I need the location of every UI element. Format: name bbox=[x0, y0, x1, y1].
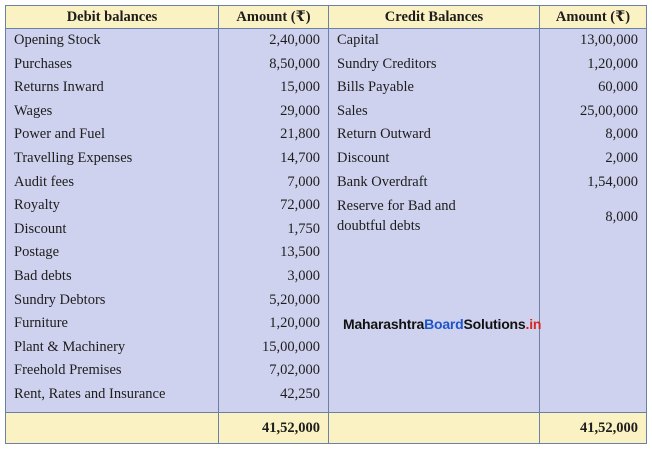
debit-amount: 1,750 bbox=[287, 220, 320, 237]
body-row bbox=[6, 29, 647, 413]
debit-amount: 13,500 bbox=[280, 244, 320, 261]
debit-amount: 29,000 bbox=[280, 102, 320, 119]
credit-amount: 25,00,000 bbox=[580, 102, 638, 119]
credit-amount-header: Amount (₹) bbox=[540, 6, 647, 29]
credit-amounts-cell bbox=[540, 29, 647, 413]
debit-amount: 1,20,000 bbox=[269, 315, 320, 332]
credit-amount: 8,000 bbox=[605, 209, 638, 226]
debit-header: Debit balances bbox=[6, 6, 219, 29]
debit-label: Purchases bbox=[14, 55, 72, 72]
debit-amount: 8,50,000 bbox=[269, 55, 320, 72]
credit-label: Sundry Creditors bbox=[337, 55, 437, 72]
debit-label: Opening Stock bbox=[14, 32, 101, 48]
debit-amount: 3,000 bbox=[287, 267, 320, 284]
credit-amount: 13,00,000 bbox=[580, 32, 638, 48]
credit-label: Return Outward bbox=[337, 126, 431, 143]
debit-label: Royalty bbox=[14, 197, 60, 214]
debit-label: Audit fees bbox=[14, 173, 74, 190]
debit-label: Power and Fuel bbox=[14, 126, 106, 143]
credit-label: Capital bbox=[337, 32, 379, 48]
debit-amount: 15,00,000 bbox=[262, 338, 320, 355]
debit-label: Postage bbox=[14, 244, 60, 261]
header-row bbox=[6, 6, 647, 29]
totals-row bbox=[6, 413, 647, 444]
debit-amount: 72,000 bbox=[280, 197, 320, 214]
credit-amount: 8,000 bbox=[605, 126, 638, 143]
credit-label: Sales bbox=[337, 102, 368, 119]
credit-amount: 60,000 bbox=[598, 79, 638, 96]
watermark-part: .in bbox=[525, 316, 542, 332]
debit-amount: 15,000 bbox=[280, 79, 320, 96]
credit-amount: 1,54,000 bbox=[587, 173, 638, 190]
watermark-part: Maharashtra bbox=[343, 316, 425, 332]
trial-balance-table bbox=[5, 5, 647, 444]
debit-label: Furniture bbox=[14, 315, 68, 332]
credit-amount: 2,000 bbox=[605, 149, 638, 166]
credit-total-label bbox=[329, 413, 540, 444]
debit-label: Bad debts bbox=[14, 267, 72, 284]
credit-amount: 1,20,000 bbox=[587, 55, 638, 72]
credit-label: Discount bbox=[337, 149, 390, 166]
debit-label: Discount bbox=[14, 220, 67, 237]
debit-amount-header: Amount (₹) bbox=[219, 6, 329, 29]
credit-labels-cell bbox=[329, 29, 540, 413]
credit-header: Credit Balances bbox=[329, 6, 540, 29]
debit-total-label bbox=[6, 413, 219, 444]
debit-label: Travelling Expenses bbox=[14, 149, 133, 166]
debit-labels-cell bbox=[6, 29, 219, 413]
credit-label: Bank Overdraft bbox=[337, 173, 428, 190]
debit-label: Plant & Machinery bbox=[14, 338, 126, 355]
credit-total: 41,52,000 bbox=[540, 413, 647, 444]
debit-label: Returns Inward bbox=[14, 79, 104, 96]
debit-amount: 42,250 bbox=[280, 385, 320, 402]
debit-amounts-cell bbox=[219, 29, 329, 413]
credit-label: Reserve for Bad and doubtful debts bbox=[337, 198, 456, 235]
debit-label: Rent, Rates and Insurance bbox=[14, 385, 166, 402]
watermark-part: Board bbox=[424, 316, 464, 332]
debit-amount: 7,02,000 bbox=[269, 362, 320, 379]
debit-amount: 14,700 bbox=[280, 149, 320, 166]
debit-label: Wages bbox=[14, 102, 53, 119]
watermark-part: Solutions bbox=[463, 316, 526, 332]
debit-total: 41,52,000 bbox=[219, 413, 329, 444]
debit-amount: 2,40,000 bbox=[269, 32, 320, 48]
credit-label: Bills Payable bbox=[337, 79, 414, 96]
debit-amount: 21,800 bbox=[280, 126, 320, 143]
debit-amount: 5,20,000 bbox=[269, 291, 320, 308]
debit-label: Freehold Premises bbox=[14, 362, 122, 379]
watermark-logo bbox=[343, 316, 541, 332]
trial-balance bbox=[5, 5, 646, 443]
debit-label: Sundry Debtors bbox=[14, 291, 106, 308]
debit-amount: 7,000 bbox=[287, 173, 320, 190]
